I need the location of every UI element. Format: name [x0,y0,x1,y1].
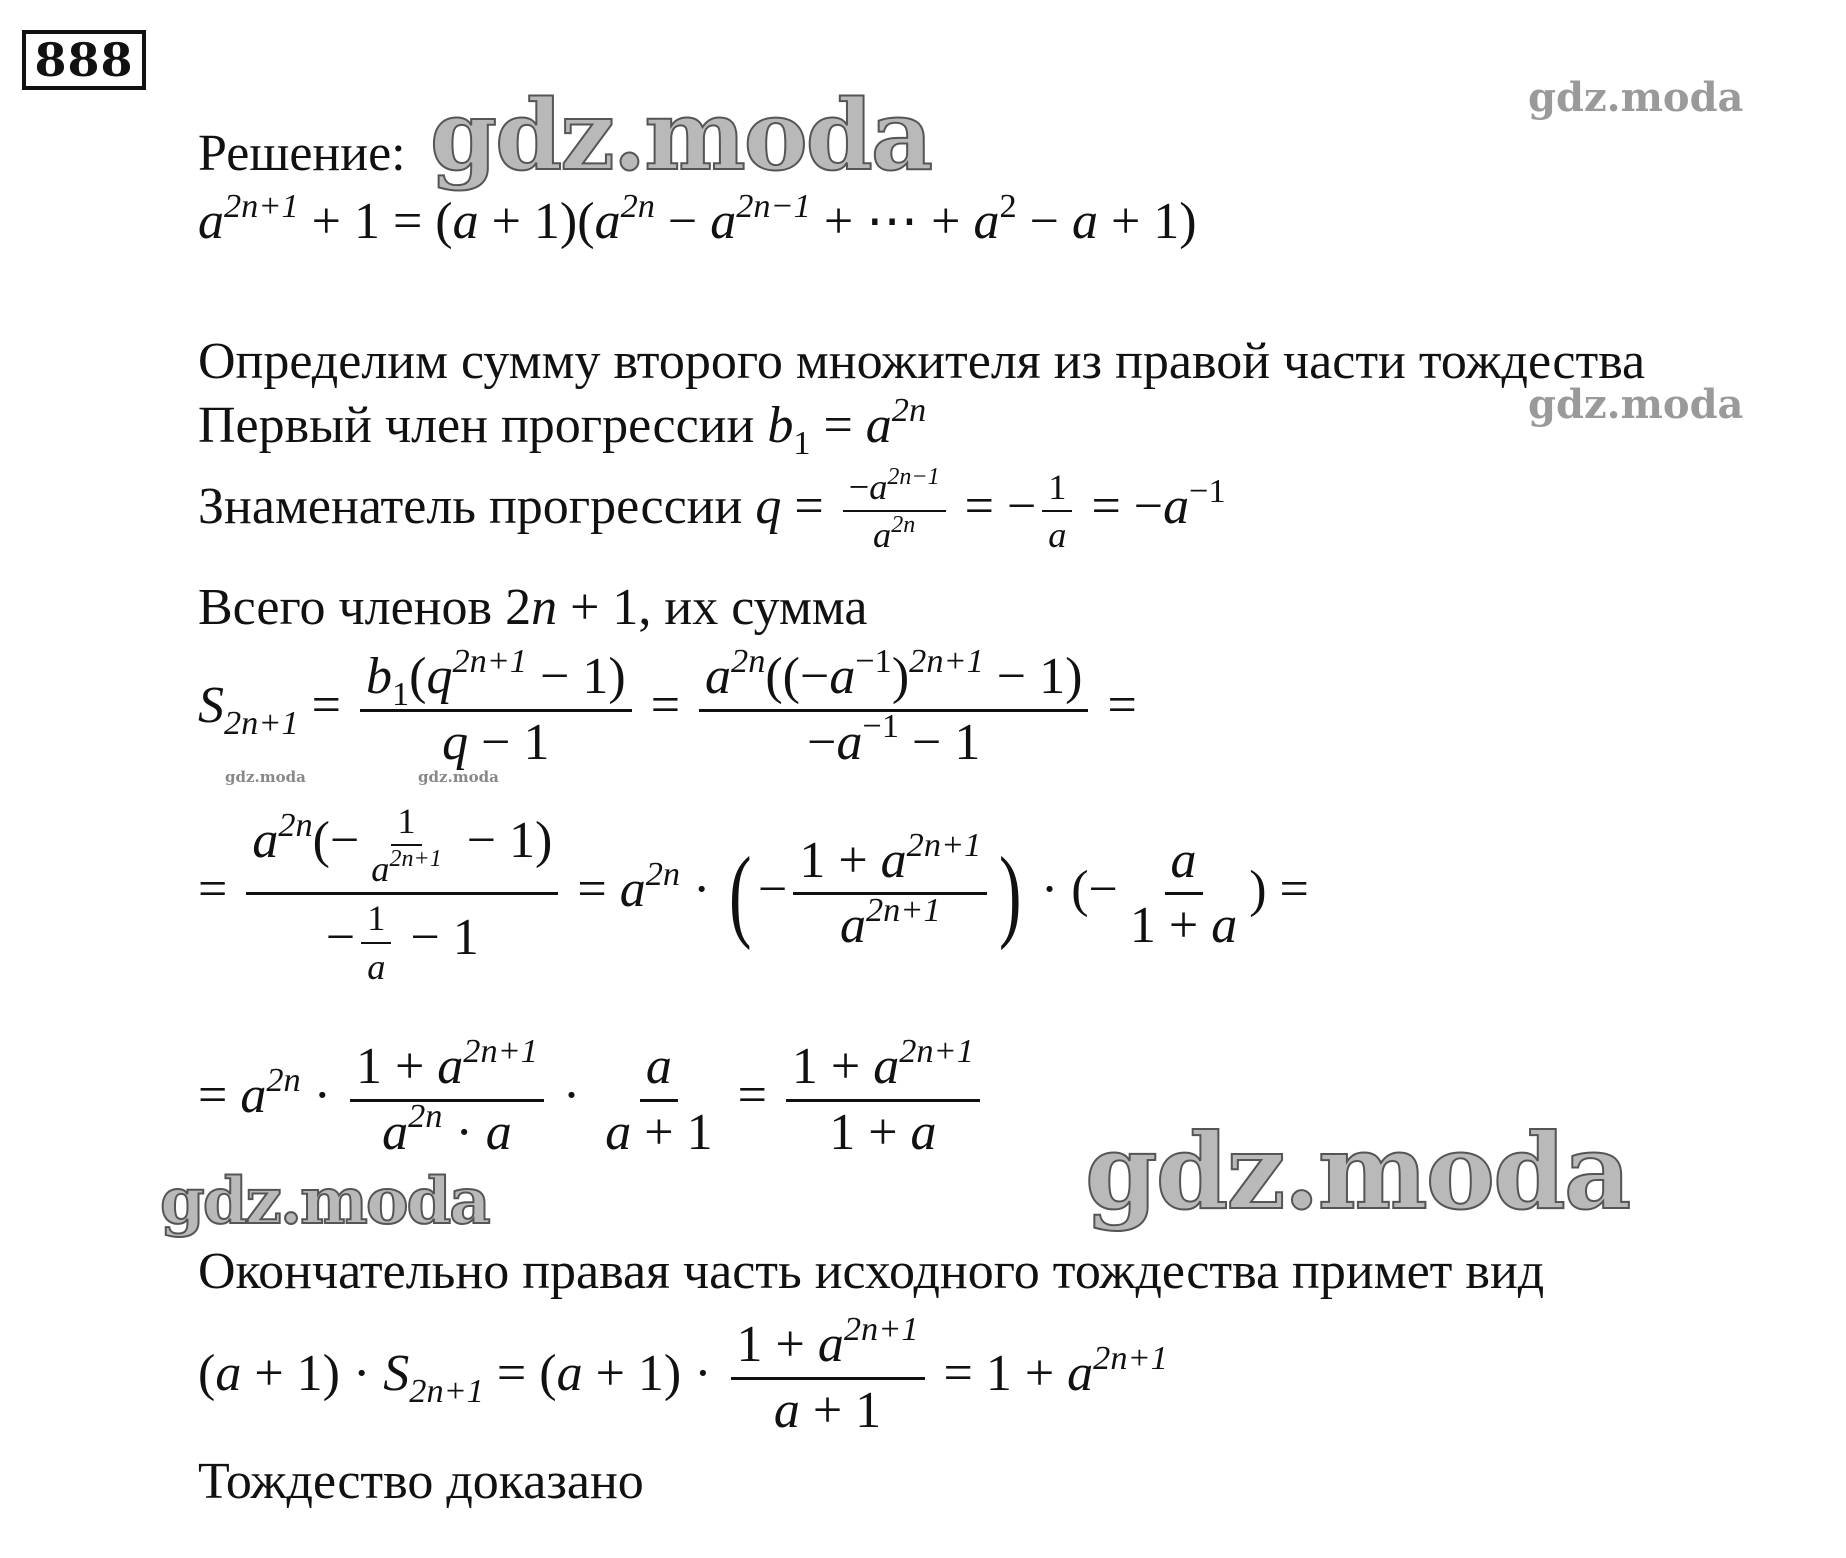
ratio-fraction: $\frac{-a^{2n-1}}{a^{2n}}$ [843,468,946,554]
define-sum-text: Определим сумму второго множителя из правой части тождества [198,333,1646,390]
watermark-logo-top: gdz.moda [430,79,932,192]
watermark-logo-tiny-2: gdz.moda [418,768,499,786]
watermark-logo-left: gdz.moda [160,1164,489,1239]
watermark-logo-corner-1: gdz.moda [1528,74,1744,121]
identity-equation: $a^{2n+1} + 1 = (a + 1)(a^{2n} - a^{2n-1}$ + ⋯ + $a^2 - a + 1$) [198,186,1197,250]
final-equation: $(a + 1) \cdot S_{2n+1} = (a + 1)$ · $\frac{1 + a^{2n+1}}{a + 1}$ = $1 + a^{2n+1}$ [198,1309,1168,1439]
first-term-text: Первый член прогрессии [198,397,755,454]
sum-formula: $S_{2n+1}$ = $\frac{b_1(q^{2n+1} - 1)}{q - 1}$ = $\frac{a^{2n}((-a^{-1})^{2n+1} - 1)}{-a^{-1} - 1}$ = [198,641,1137,771]
watermark-logo-tiny-1: gdz.moda [225,768,306,786]
ratio-line: Знаменатель прогрессии q = $\frac{-a^{2n-1}}{a^{2n}}$ = − $\frac{1}{a}$ = $-a^{-1}$ [198,464,1226,556]
step-2-formula: = $a^{2n}(-$ $\frac{1}{a^{2n+1}}$ − 1) − $\frac{1}{a}$ − 1 = $a^{2n}$ · ( − $\frac{1 + a^{2n+1}}{a^{2n+1}}$ ) · (− $\frac{a}{1 + a}$ ) = [198,801,1309,987]
step-3-formula: = $a^{2n}$ · $\frac{1 + a^{2n+1}}{a^{2n} \cdot a}$ · $\frac{a}{a + 1}$ = $\frac{1 + a^{2n+1}}{1 + a}$ [198,1040,986,1160]
first-term-line: Первый член прогрессии $b_1 = a^{2n}$ [198,390,927,463]
solution-label: Решение: [198,125,406,182]
total-terms-line: Всего членов 2n + 1, их сумма [198,579,868,636]
total-prefix-text: Всего членов [198,579,493,636]
proved-text: Тождество доказано [198,1453,644,1510]
watermark-logo-middle: gdz.moda [1085,1110,1630,1233]
watermark-logo-corner-2: gdz.moda [1528,381,1744,428]
ratio-text: Знаменатель прогрессии [198,478,743,536]
problem-number: 888 [22,30,146,90]
finally-text: Окончательно правая часть исходного тождества примет вид [198,1243,1545,1300]
total-suffix-text: , их сумма [638,579,868,636]
